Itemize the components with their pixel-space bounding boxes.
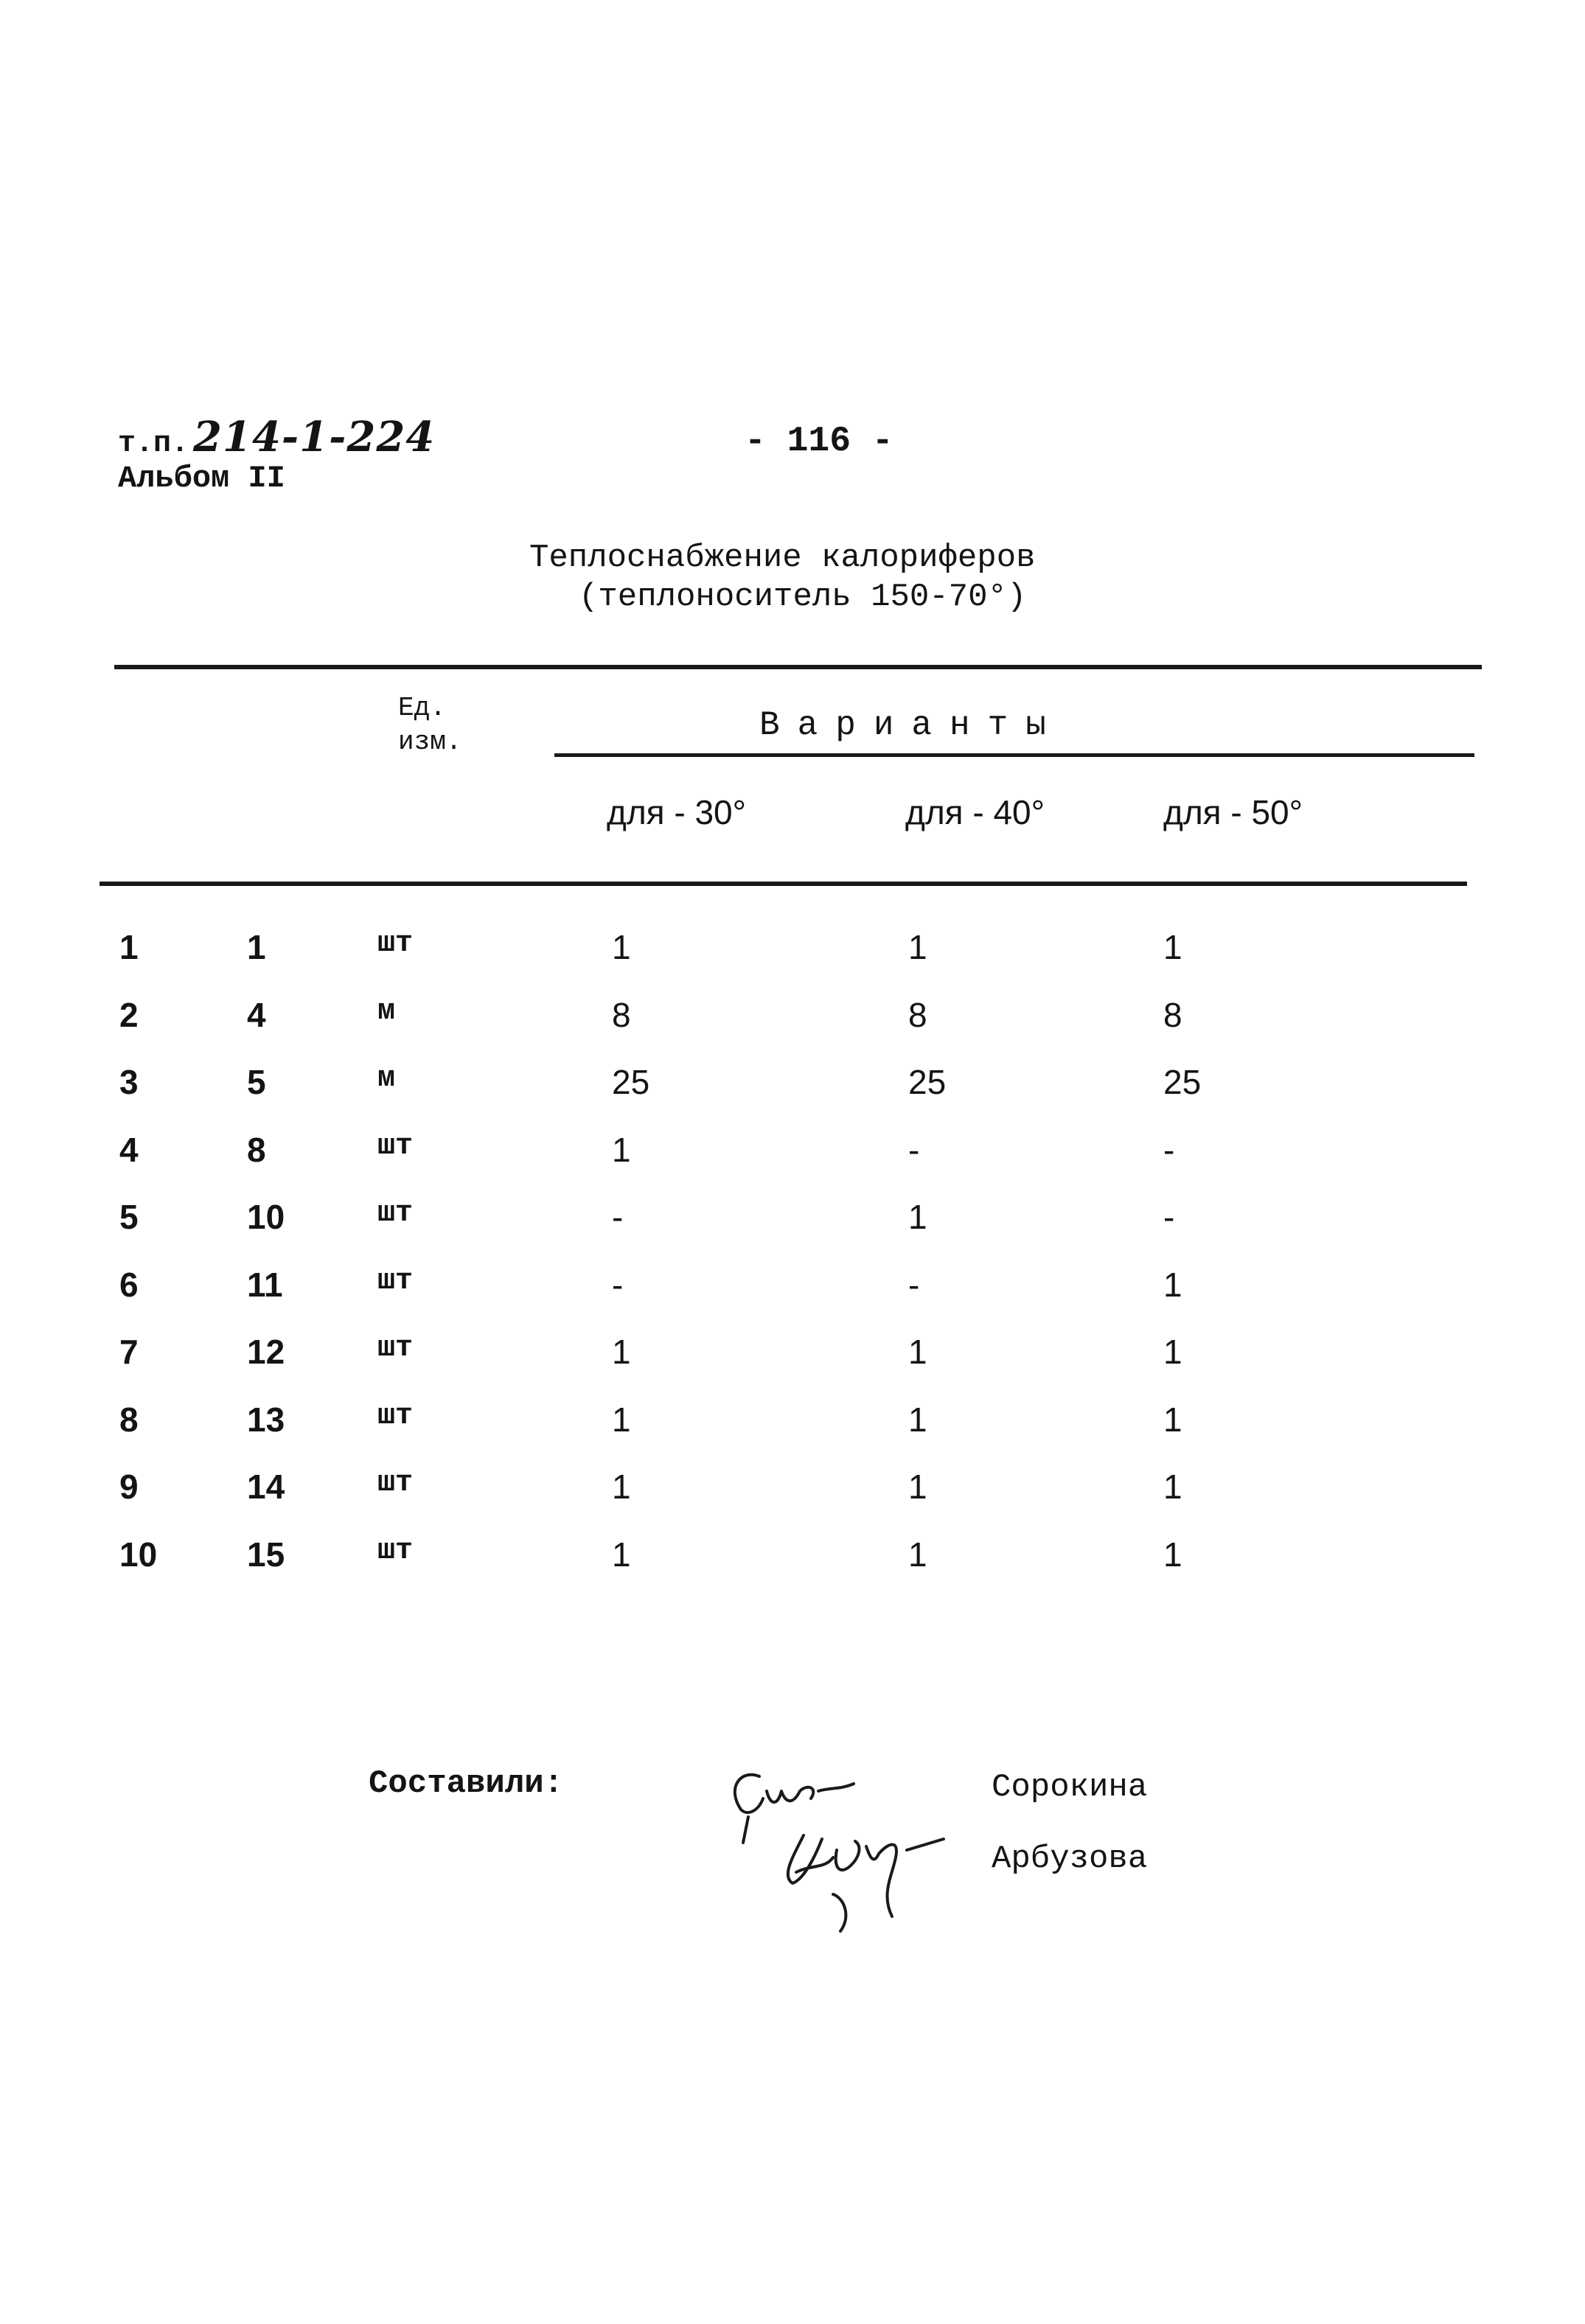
table-header-rule [100, 882, 1467, 886]
variant-50-cell: 1 [1163, 1468, 1182, 1506]
variant-30-cell: - [612, 1265, 624, 1304]
row-number-cell: 7 [119, 1333, 139, 1371]
row-number-cell: 6 [119, 1265, 139, 1304]
variant-30-cell: 1 [612, 928, 631, 966]
row-number-cell: 9 [119, 1468, 139, 1506]
variant-50-cell: - [1163, 1198, 1175, 1236]
position-cell: 10 [247, 1198, 285, 1236]
table-title: Теплоснабжение калориферов [529, 540, 1036, 576]
row-number-cell: 8 [119, 1400, 139, 1439]
variant-50-cell: - [1163, 1130, 1175, 1169]
variant-40-cell: - [908, 1265, 920, 1304]
doc-ref [118, 413, 435, 461]
doc-ref-label: т.п. [118, 428, 189, 461]
row-number-cell: 5 [119, 1198, 139, 1236]
variant-40-cell: 1 [908, 1333, 927, 1371]
variant-50-cell: 25 [1163, 1063, 1202, 1101]
variant-40-cell: 1 [908, 1400, 927, 1439]
variant-column-header-30: для - 30° [607, 793, 747, 831]
row-number-cell: 10 [119, 1535, 158, 1574]
variant-40-cell: 1 [908, 1535, 927, 1574]
variant-40-cell: 1 [908, 1468, 927, 1506]
handwritten-signatures [722, 1747, 973, 1939]
variant-50-cell: 1 [1163, 1265, 1182, 1304]
row-number-cell: 2 [119, 995, 139, 1034]
row-number-cell: 4 [119, 1130, 139, 1169]
unit-cell: шт [377, 1399, 414, 1433]
variant-30-cell: 1 [612, 1400, 631, 1439]
variant-40-cell: 1 [908, 1198, 927, 1236]
album-label: Альбом II [118, 461, 285, 496]
variant-30-cell: 1 [612, 1130, 631, 1169]
variant-column-header-40: для - 40° [905, 793, 1045, 831]
unit-column-header: Ед. изм. [398, 693, 462, 757]
variant-30-cell: 1 [612, 1468, 631, 1506]
variants-underline [554, 753, 1474, 757]
variant-40-cell: - [908, 1130, 920, 1169]
variant-50-cell: 1 [1163, 1400, 1182, 1439]
row-number-cell: 1 [119, 928, 139, 966]
doc-ref-number: 214-1-224 [193, 413, 436, 461]
position-cell: 12 [247, 1333, 285, 1371]
position-cell: 11 [247, 1265, 283, 1304]
variant-50-cell: 1 [1163, 928, 1182, 966]
row-number-cell: 3 [119, 1063, 139, 1101]
variant-30-cell: - [612, 1198, 624, 1236]
unit-cell: шт [377, 1534, 414, 1568]
variant-30-cell: 25 [612, 1063, 650, 1101]
variant-50-cell: 1 [1163, 1535, 1182, 1574]
variant-50-cell: 8 [1163, 995, 1182, 1034]
variant-40-cell: 8 [908, 995, 927, 1034]
compiled-by-label: Составили: [369, 1765, 564, 1802]
variant-30-cell: 1 [612, 1333, 631, 1371]
unit-cell: шт [377, 1332, 414, 1365]
variant-column-header-50: для - 50° [1163, 793, 1303, 831]
unit-cell: шт [377, 1264, 414, 1298]
position-cell: 5 [247, 1063, 266, 1101]
compiler-name-1: Сорокина [992, 1769, 1148, 1806]
variant-40-cell: 25 [908, 1063, 947, 1101]
position-cell: 1 [247, 928, 266, 966]
position-cell: 8 [247, 1130, 266, 1169]
unit-cell: м [377, 994, 396, 1028]
page-number: - 116 - [745, 422, 893, 461]
variant-40-cell: 1 [908, 928, 927, 966]
unit-cell: м [377, 1062, 396, 1095]
unit-cell: шт [377, 927, 414, 960]
position-cell: 14 [247, 1468, 285, 1506]
variants-header: Варианты [759, 706, 1064, 744]
table-subtitle: (теплоноситель 150-70°) [579, 579, 1027, 615]
position-cell: 13 [247, 1400, 285, 1439]
table-top-rule [114, 665, 1482, 669]
unit-cell: шт [377, 1467, 414, 1500]
position-cell: 4 [247, 995, 266, 1034]
compiler-name-2: Арбузова [992, 1840, 1148, 1877]
variant-30-cell: 1 [612, 1535, 631, 1574]
unit-cell: шт [377, 1129, 414, 1163]
unit-cell: шт [377, 1197, 414, 1230]
position-cell: 15 [247, 1535, 285, 1574]
variant-30-cell: 8 [612, 995, 631, 1034]
variant-50-cell: 1 [1163, 1333, 1182, 1371]
